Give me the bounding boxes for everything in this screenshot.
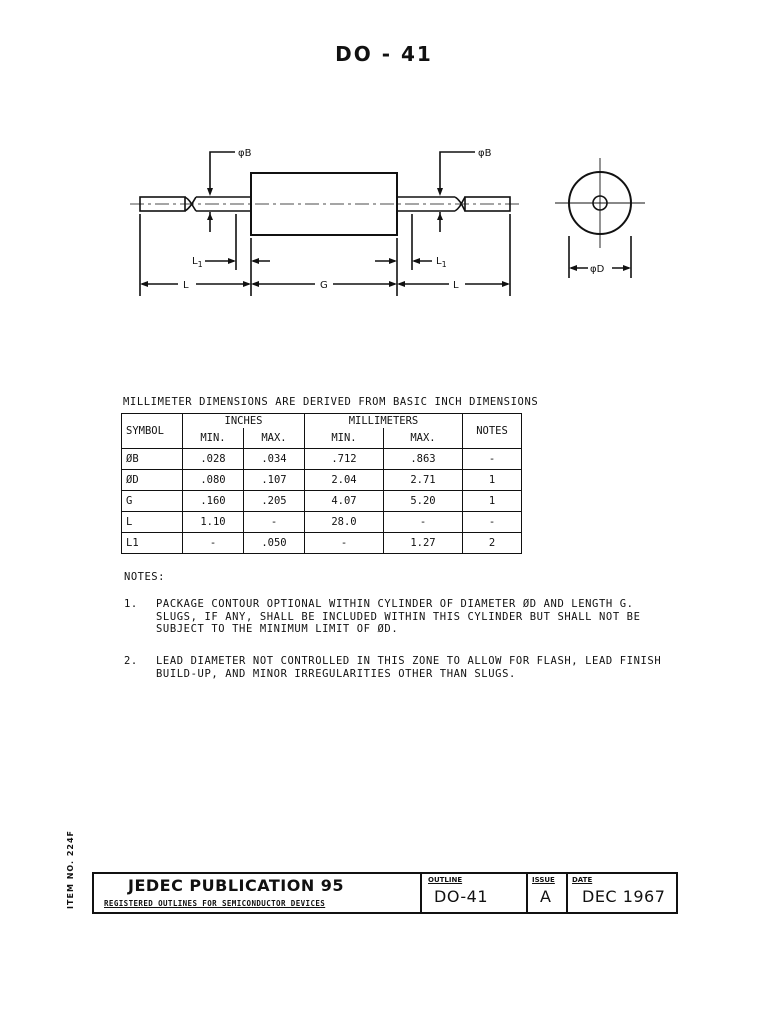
cell-symbol: ØD	[122, 470, 183, 491]
derived-dimensions-note: MILLIMETER DIMENSIONS ARE DERIVED FROM BASIC INCH DIMENSIONS	[123, 396, 539, 408]
table-row	[122, 470, 522, 491]
divider	[420, 874, 422, 912]
cell-in-max: .107	[244, 470, 305, 491]
cell-symbol: ØB	[122, 449, 183, 470]
header-mm-min: MIN.	[305, 428, 384, 449]
note-number: 2.	[124, 655, 138, 667]
date-value: DEC 1967	[582, 887, 666, 906]
registered-outlines-caption: REGISTERED OUTLINES FOR SEMICONDUCTOR DEVICES	[104, 899, 326, 908]
cell-mm-max: .863	[384, 449, 463, 470]
cell-symbol: L1	[122, 533, 183, 554]
phi-b-left-leader	[210, 152, 235, 192]
cell-symbol: L	[122, 512, 183, 533]
cell-in-min: -	[183, 533, 244, 554]
note-text: PACKAGE CONTOUR OPTIONAL WITHIN CYLINDER OF DIAMETER ØD AND LENGTH G. SLUGS, IF ANY, SHALL BE INCLUDED WITHIN THIS CYLINDER BUT SHALL NOT BE SUBJECT TO THE MINIMUM LIMIT OF ØD.	[156, 598, 641, 635]
phi-b-left-label: φB	[238, 148, 252, 159]
cell-in-max: .034	[244, 449, 305, 470]
cell-notes: -	[463, 449, 522, 470]
cell-in-max: .205	[244, 491, 305, 512]
page-title: DO - 41	[335, 42, 433, 66]
cell-in-min: .028	[183, 449, 244, 470]
outline-value: DO-41	[434, 887, 488, 906]
cell-mm-min: -	[305, 533, 384, 554]
table-row	[122, 491, 522, 512]
package-outline-drawing	[0, 0, 768, 320]
item-number: ITEM NO. 224F	[66, 830, 75, 909]
cell-notes: 2	[463, 533, 522, 554]
cell-mm-min: .712	[305, 449, 384, 470]
divider	[566, 874, 568, 912]
note-number: 1.	[124, 598, 138, 610]
issue-value: A	[540, 887, 552, 906]
header-mm-max: MAX.	[384, 428, 463, 449]
cell-in-min: .080	[183, 470, 244, 491]
cell-mm-min: 28.0	[305, 512, 384, 533]
publication-title: JEDEC PUBLICATION 95	[128, 876, 345, 895]
phi-b-right-label: φB	[478, 148, 492, 159]
divider	[526, 874, 528, 912]
cell-notes: -	[463, 512, 522, 533]
header-notes: NOTES	[463, 414, 522, 449]
issue-label: ISSUE	[532, 876, 555, 884]
dimensions-table	[121, 413, 522, 554]
l1-left-label: $L_1$	[192, 256, 203, 269]
notes-heading: NOTES:	[124, 571, 165, 583]
l-right-label: L	[453, 280, 459, 291]
cell-in-max: .050	[244, 533, 305, 554]
phi-d-label: φD	[590, 264, 605, 275]
outline-label: OUTLINE	[428, 876, 463, 884]
cell-notes: 1	[463, 491, 522, 512]
note-text: LEAD DIAMETER NOT CONTROLLED IN THIS ZONE TO ALLOW FOR FLASH, LEAD FINISH BUILD-UP, AND MINOR IRREGULARITIES OTHER THAN SLUGS.	[156, 655, 662, 680]
cell-in-max: -	[244, 512, 305, 533]
phi-b-right-leader	[440, 152, 475, 192]
l1-right-label: $L_1$	[436, 256, 447, 269]
cell-symbol: G	[122, 491, 183, 512]
cell-in-min: .160	[183, 491, 244, 512]
note-1	[124, 598, 664, 638]
table-row	[122, 512, 522, 533]
header-symbol: SYMBOL	[122, 414, 183, 449]
cell-mm-max: 2.71	[384, 470, 463, 491]
l-left-label: L	[183, 280, 189, 291]
table-row	[122, 449, 522, 470]
cell-mm-max: 1.27	[384, 533, 463, 554]
date-label: DATE	[572, 876, 593, 884]
cell-in-min: 1.10	[183, 512, 244, 533]
cell-mm-min: 2.04	[305, 470, 384, 491]
title-block	[92, 872, 678, 914]
cell-mm-min: 4.07	[305, 491, 384, 512]
header-inches-min: MIN.	[183, 428, 244, 449]
cell-mm-max: -	[384, 512, 463, 533]
header-inches-max: MAX.	[244, 428, 305, 449]
g-label: G	[320, 280, 328, 291]
cell-mm-max: 5.20	[384, 491, 463, 512]
cell-notes: 1	[463, 470, 522, 491]
note-2	[124, 655, 664, 695]
header-inches: INCHES	[183, 414, 305, 429]
table-row	[122, 533, 522, 554]
header-millimeters: MILLIMETERS	[305, 414, 463, 429]
